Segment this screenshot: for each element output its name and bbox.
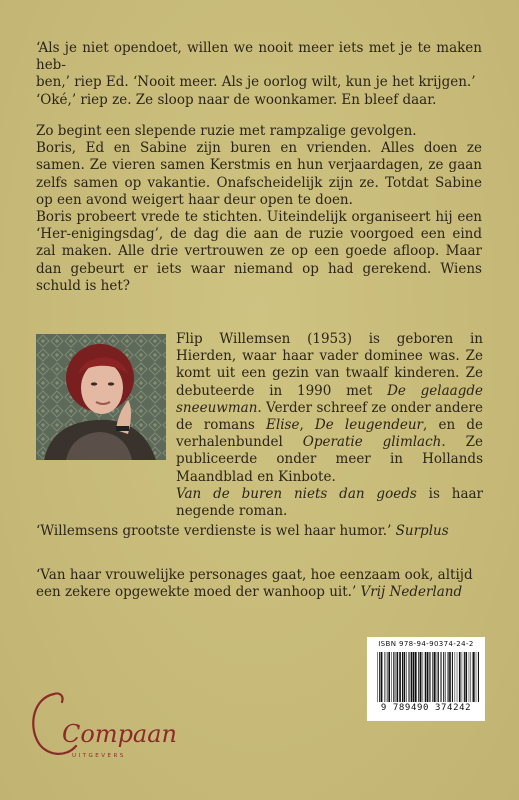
barcode-bar [473, 652, 475, 702]
barcode-bar [462, 652, 463, 702]
quote-text-1: ‘Willemsens grootste verdienste is wel haar humor.’ [36, 523, 396, 539]
barcode-bar [432, 652, 433, 702]
barcode-bar [408, 652, 409, 702]
barcode-bar [420, 652, 422, 702]
barcode-bar [386, 652, 387, 702]
barcode-bar [478, 652, 479, 702]
barcode-bar [464, 652, 465, 702]
review-quote-1 [36, 523, 482, 540]
barcode-bar [469, 652, 470, 702]
publisher-sub: UITGEVERS [72, 753, 126, 759]
quote-source-1: Surplus [395, 523, 449, 539]
barcode-bar [465, 652, 467, 702]
summary [36, 123, 482, 295]
barcode-bar [434, 652, 436, 702]
intro-line-1: ‘Als je niet opendoet, willen we nooit meer iets met je te maken heb- [36, 40, 482, 74]
barcode [367, 637, 485, 721]
book-title-2: Elise [266, 417, 300, 434]
barcode-bar [402, 652, 403, 702]
barcode-bar [430, 652, 431, 702]
barcode-bar [427, 652, 428, 702]
barcode-bar [379, 652, 380, 702]
bio-text-3: , [299, 417, 315, 434]
author-bio-text [176, 331, 483, 520]
barcode-bar [404, 652, 406, 702]
barcode-bar [423, 652, 424, 702]
barcode-bar [452, 652, 453, 702]
barcode-bar [399, 652, 401, 702]
quote-text-2: ‘Van haar vrouwelijke personages gaat, hoe eenzaam ook, altijd een zekere opgewekte moed der wanhoop uit.’ [36, 567, 473, 601]
barcode-bar [457, 652, 458, 702]
author-portrait [36, 334, 166, 460]
barcode-bar [455, 652, 456, 702]
book-title-5: Van de buren niets dan goeds [176, 485, 417, 502]
barcode-bar [438, 652, 439, 702]
summary-paragraph-2: Boris, Ed en Sabine zijn buren en vrienden. Alles doen ze samen. Ze vieren samen Kerstmis en hun verjaardagen, ze gaan zelfs samen op vakantie. Onafscheidelijk zijn ze. Totdat Sabine op een avond weigert haar deur open te doen. [36, 140, 482, 208]
summary-paragraph-1: Zo begint een slepende ruzie met rampzalige gevolgen. [36, 123, 417, 139]
summary-paragraph-3: Boris probeert vrede te stichten. Uiteindelijk organiseert hij een ‘Her-enigingsdag’, de dag die aan de ruzie voorgoed een eind zal maken. Alle drie vertrouwen ze op een goede afloop. Maar dan gebeurt er iets waar niemand op had gerekend. Wiens schuld is het? [36, 209, 482, 294]
book-title-1: De gelaagde sneeuwman [176, 382, 483, 416]
barcode-bar [470, 652, 471, 702]
book-title-4: Operatie glimlach [302, 434, 442, 451]
barcode-bar [472, 652, 473, 702]
barcode-bar [449, 652, 451, 702]
barcode-bar [459, 652, 461, 702]
review-quote-2 [36, 567, 482, 601]
barcode-bars [377, 652, 479, 702]
barcode-bar [406, 652, 407, 702]
barcode-bar [415, 652, 417, 702]
barcode-bar [388, 652, 390, 702]
bio-text-4: , en de verhalenbundel [176, 417, 483, 451]
barcode-bar [425, 652, 427, 702]
barcode-bar [397, 652, 399, 702]
barcode-bar [418, 652, 419, 702]
intro-line-2: ben,’ riep Ed. ‘Nooit meer. Als je oorlog wilt, kun je het krijgen.’ [36, 74, 476, 91]
barcode-bar [437, 652, 438, 702]
barcode-bar [448, 652, 449, 702]
barcode-digits: 9 789490 374242 [380, 703, 472, 713]
barcode-bar [476, 652, 477, 702]
isbn-label: ISBN 978-94-90374-24-2 [378, 640, 474, 648]
barcode-bar [445, 652, 446, 702]
intro-quote [36, 40, 482, 109]
quote-source-2: Vrij Nederland [360, 584, 463, 601]
author-bio [176, 331, 483, 520]
bio-text-1: Flip Willemsen (1953) is geboren in Hierden, waar haar vader dominee was. Ze komt uit een gezin van twaalf kinderen. Ze debuteerde in 1990 met [176, 331, 483, 399]
book-title-3: De leugendeur [314, 417, 424, 434]
barcode-bar [413, 652, 415, 702]
barcode-bar [443, 652, 444, 702]
bio-text-6: is haar negende roman. [176, 485, 483, 520]
publisher-name: Compaan [62, 720, 178, 748]
barcode-bar [384, 652, 385, 702]
barcode-bar [395, 652, 396, 702]
barcode-bar [393, 652, 394, 702]
barcode-bar [377, 652, 378, 702]
barcode-bar [381, 652, 383, 702]
barcode-bar [387, 652, 388, 702]
barcode-bar [440, 652, 441, 702]
barcode-bar [411, 652, 413, 702]
bio-text-2: . Verder schreef ze onder andere de romans [176, 399, 483, 434]
bio-text-5: . Ze publiceerde onder meer in Hollands Maandblad en Kinbote. [176, 434, 483, 485]
intro-line-3: ‘Oké,’ riep ze. Ze sloop naar de woonkamer. En bleef daar. [36, 91, 437, 108]
barcode-bar [391, 652, 392, 702]
barcode-bar [429, 652, 430, 702]
